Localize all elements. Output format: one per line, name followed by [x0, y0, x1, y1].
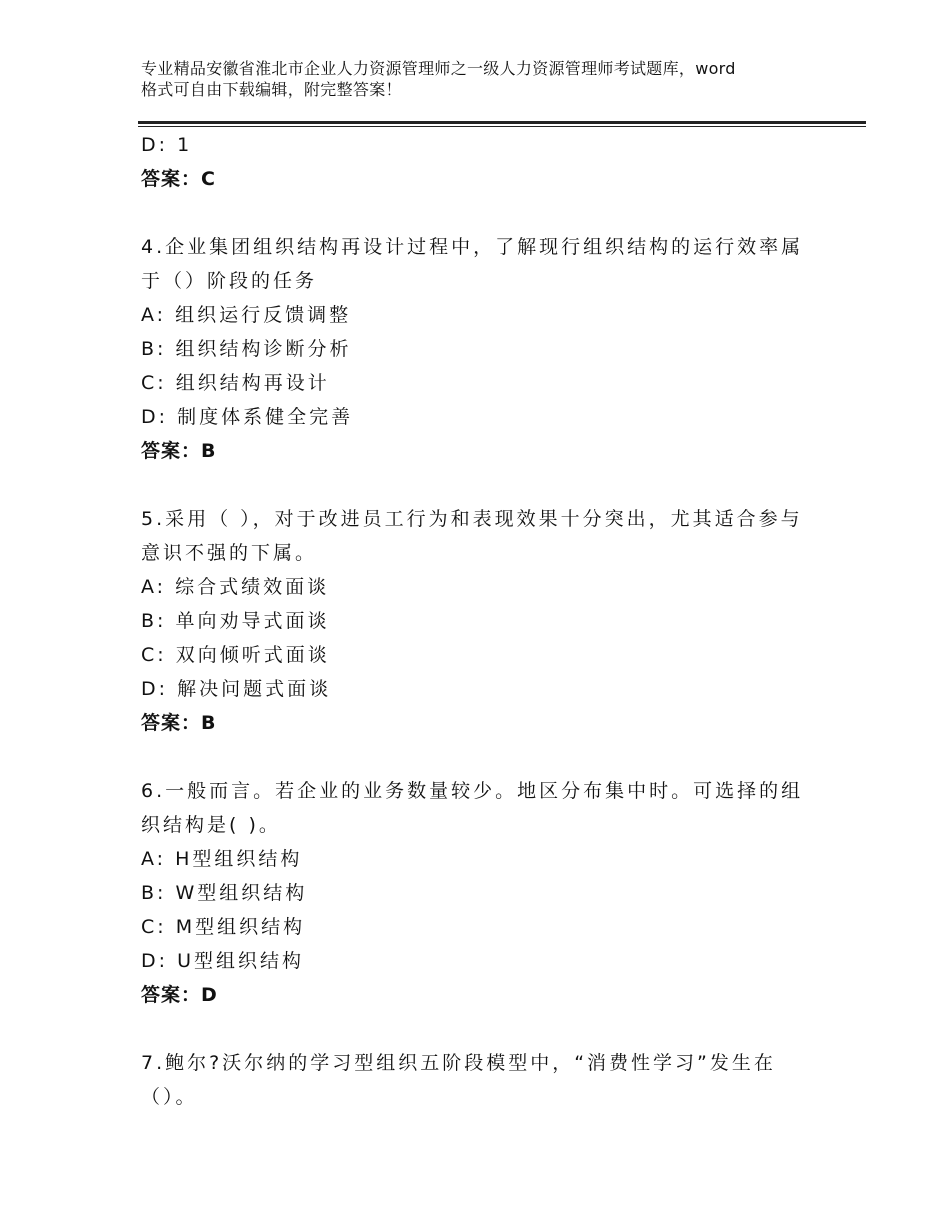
option-d: D: 1 — [141, 134, 193, 156]
question-list — [141, 128, 821, 1114]
question-4 — [141, 230, 821, 468]
option-c: C: 双向倾听式面谈 — [141, 644, 330, 666]
header-title-line-2: 格式可自由下载编辑，附完整答案！ — [141, 80, 402, 99]
option-a: A: 组织运行反馈调整 — [141, 304, 352, 326]
option-d: D: 制度体系健全完善 — [141, 406, 354, 428]
header-title-line-1: 专业精品安徽省淮北市企业人力资源管理师之一级人力资源管理师考试题库，word — [141, 59, 736, 78]
answer-label: 答案：C — [141, 168, 216, 190]
question-stem: 6.一般而言。若企业的业务数量较少。地区分布集中时。可选择的组 — [141, 780, 804, 802]
option-b: B: 组织结构诊断分析 — [141, 338, 352, 360]
question-7 — [141, 1046, 821, 1114]
question-3-tail — [141, 128, 821, 196]
question-stem: 于（）阶段的任务 — [141, 270, 318, 292]
question-stem: 织结构是( )。 — [141, 814, 281, 836]
spacer — [141, 196, 821, 230]
spacer — [141, 1012, 821, 1046]
question-stem: 4.企业集团组织结构再设计过程中，了解现行组织结构的运行效率属 — [141, 236, 804, 258]
question-stem: 5.采用（ ），对于改进员工行为和表现效果十分突出，尤其适合参与 — [141, 508, 803, 530]
header-divider-thick — [138, 121, 866, 124]
question-5 — [141, 502, 821, 740]
option-c: C: M型组织结构 — [141, 916, 306, 938]
option-a: A: 综合式绩效面谈 — [141, 576, 330, 598]
question-stem: 7.鲍尔?沃尔纳的学习型组织五阶段模型中，“消费性学习”发生在 — [141, 1052, 776, 1074]
option-b: B: W型组织结构 — [141, 882, 308, 904]
header-divider-thin — [138, 126, 866, 127]
answer-label: 答案：D — [141, 984, 218, 1006]
option-d: D: 解决问题式面谈 — [141, 678, 332, 700]
answer-label: 答案：B — [141, 440, 217, 462]
question-stem: （）。 — [141, 1086, 198, 1108]
option-d: D: U型组织结构 — [141, 950, 304, 972]
question-6 — [141, 774, 821, 1012]
spacer — [141, 740, 821, 774]
option-b: B: 单向劝导式面谈 — [141, 610, 330, 632]
document-header — [141, 58, 831, 100]
answer-label: 答案：B — [141, 712, 217, 734]
question-stem: 意识不强的下属。 — [141, 542, 318, 564]
option-a: A: H型组织结构 — [141, 848, 303, 870]
option-c: C: 组织结构再设计 — [141, 372, 330, 394]
spacer — [141, 468, 821, 502]
